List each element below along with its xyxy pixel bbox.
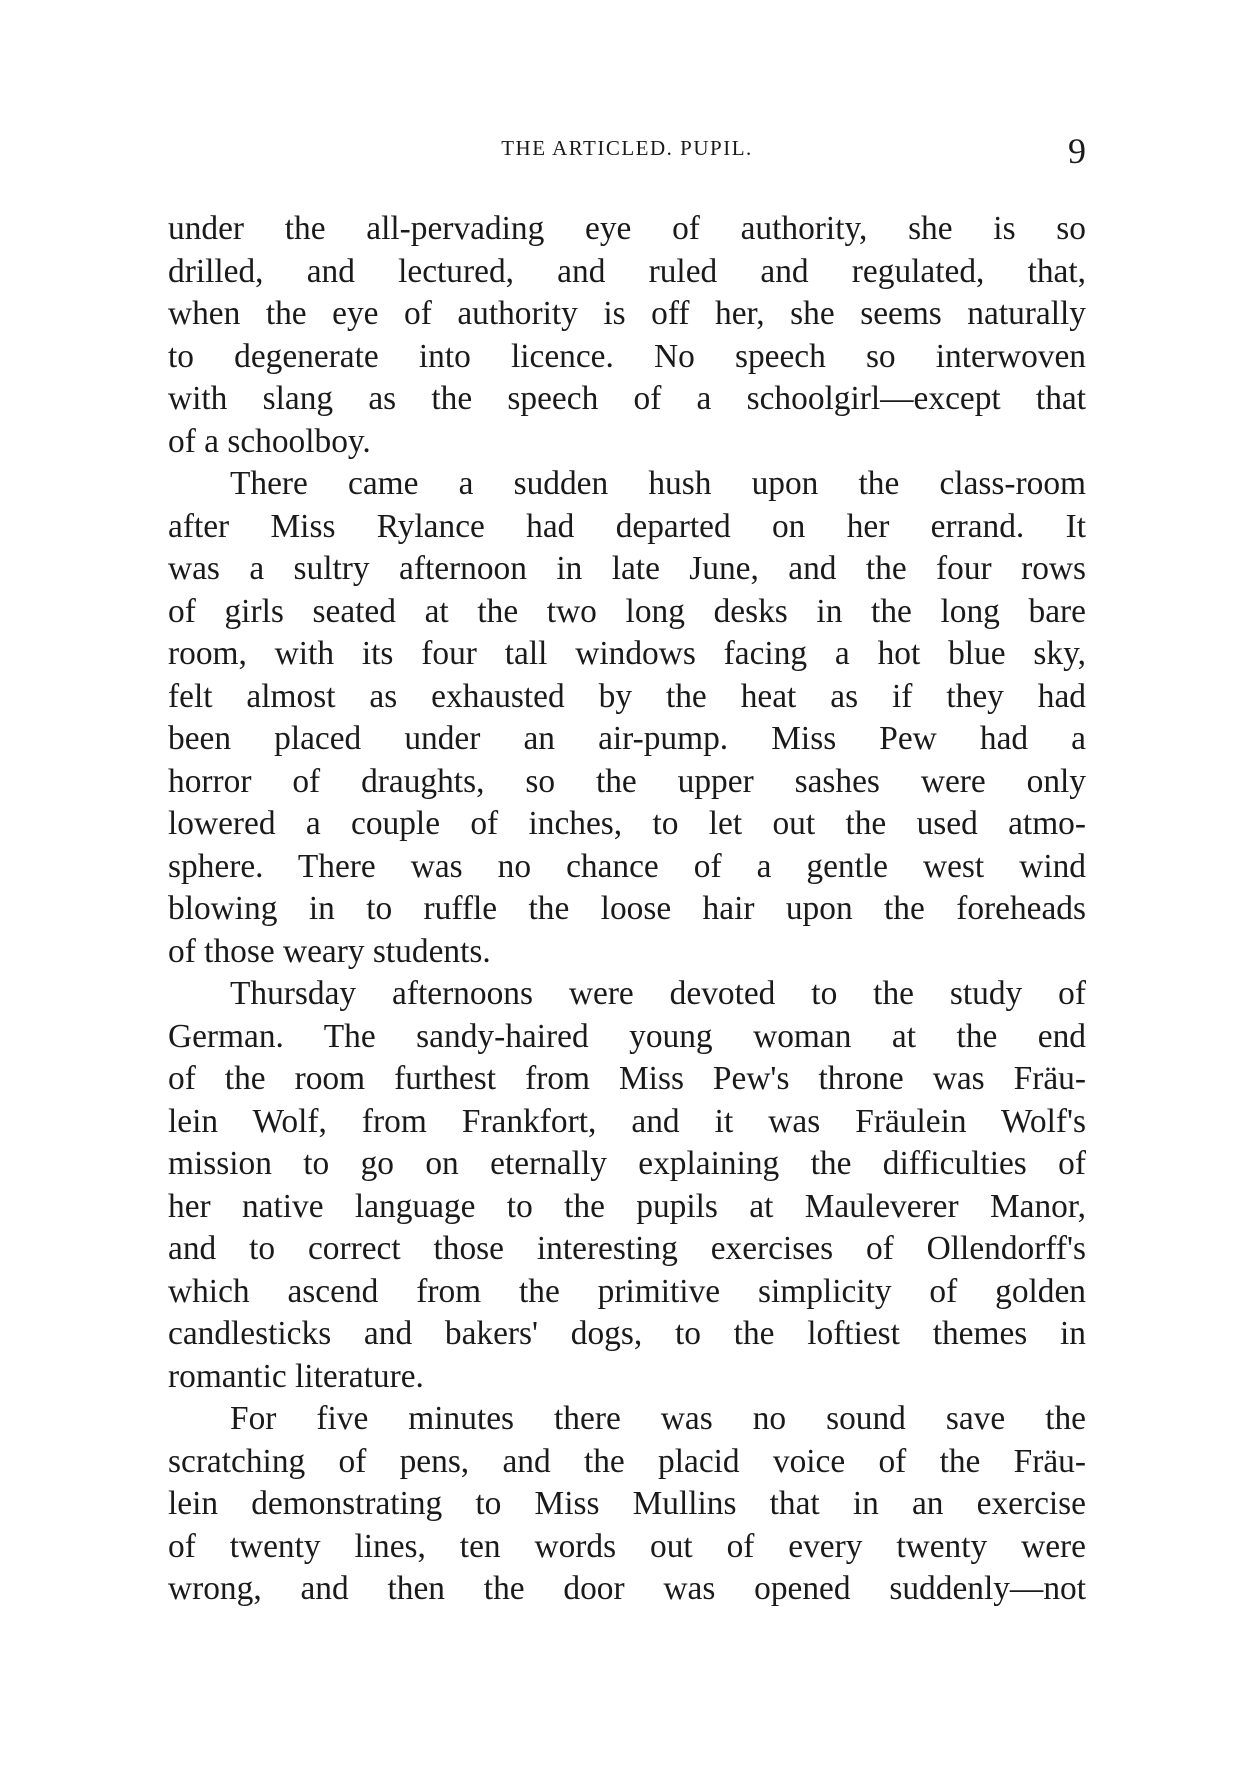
text-line: There came a sudden hush upon the class-room xyxy=(230,465,1086,502)
text-line: of girls seated at the two long desks in the long bare xyxy=(168,592,1086,630)
text-line: blowing in to ruffle the loose hair upon the foreheads xyxy=(168,890,1086,927)
text-line: For five minutes there was no sound save the xyxy=(230,1400,1086,1437)
text-line: when the eye of authority is off her, she seems naturally xyxy=(168,295,1086,332)
text-line: lowered a couple of inches, to let out the used atmo- xyxy=(168,805,1086,842)
text-line: of twenty lines, ten words out of every twenty were xyxy=(168,1527,1086,1565)
text-line: mission to go on eternally explaining the difficulties of xyxy=(168,1145,1086,1182)
text-line: candlesticks and bakers' dogs, to the loftiest themes in xyxy=(168,1315,1086,1352)
running-head xyxy=(168,130,1086,174)
text-line: horror of draughts, so the upper sashes were only xyxy=(168,762,1086,800)
text-line: of those weary students. xyxy=(168,932,491,970)
text-line: wrong, and then the door was opened suddenly—not xyxy=(168,1570,1086,1607)
body-text xyxy=(168,208,1086,1611)
running-title: THE ARTICLED. PUPIL. xyxy=(501,136,753,160)
page-number: 9 xyxy=(1068,131,1086,171)
text-line: with slang as the speech of a schoolgirl—except that xyxy=(168,380,1086,417)
text-line: and to correct those interesting exercises of Ollendorff's xyxy=(168,1230,1086,1267)
text-line: drilled, and lectured, and ruled and regulated, that, xyxy=(168,252,1086,290)
text-line: Thursday afternoons were devoted to the study of xyxy=(230,975,1086,1012)
text-line: lein Wolf, from Frankfort, and it was Fräulein Wolf's xyxy=(168,1102,1086,1140)
text-line: her native language to the pupils at Mauleverer Manor, xyxy=(168,1187,1086,1225)
text-line: German. The sandy-haired young woman at the end xyxy=(168,1017,1086,1055)
text-line: of a schoolboy. xyxy=(168,422,371,460)
text-line: to degenerate into licence. No speech so interwoven xyxy=(168,337,1086,375)
text-line: after Miss Rylance had departed on her errand. It xyxy=(168,507,1086,545)
text-line: lein demonstrating to Miss Mullins that in an exercise xyxy=(168,1485,1086,1522)
text-line: romantic literature. xyxy=(168,1357,424,1395)
text-line: under the all-pervading eye of authority, she is so xyxy=(168,210,1086,247)
text-line: which ascend from the primitive simplicity of golden xyxy=(168,1272,1086,1310)
text-line: was a sultry afternoon in late June, and the four rows xyxy=(168,550,1086,587)
text-line: been placed under an air-pump. Miss Pew had a xyxy=(168,720,1086,757)
text-line: of the room furthest from Miss Pew's throne was Fräu- xyxy=(168,1060,1086,1097)
text-line: sphere. There was no chance of a gentle west wind xyxy=(168,847,1086,885)
text-line: felt almost as exhausted by the heat as if they had xyxy=(168,677,1086,715)
text-line: room, with its four tall windows facing a hot blue sky, xyxy=(168,635,1086,672)
text-line: scratching of pens, and the placid voice of the Fräu- xyxy=(168,1442,1086,1480)
